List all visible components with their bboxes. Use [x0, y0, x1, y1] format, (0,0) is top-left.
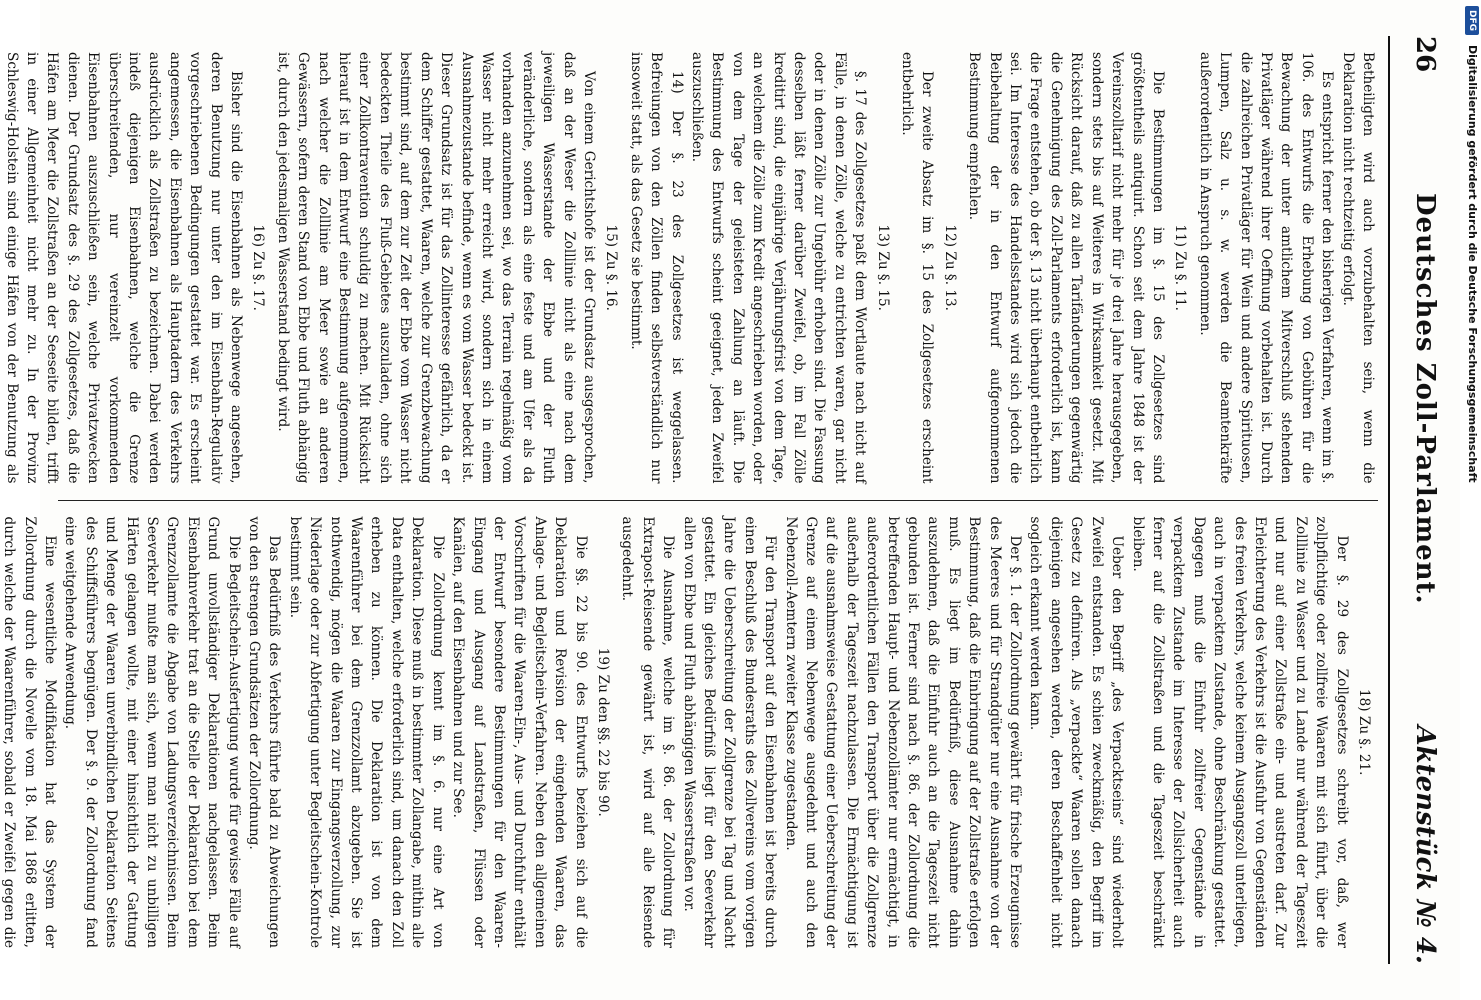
text-columns [1, 36, 1378, 964]
section-heading: 11) Zu §. 11. [1172, 224, 1189, 311]
page-header [1388, 36, 1440, 964]
section-heading: 19) Zu den §§. 22 bis 90. [594, 647, 611, 817]
paragraph: Die Begleitschein-Ausfertigung wurde für gewisse Fälle auf Grund unvollständiger Deklarationen nachgelassen. Beim Eisenbahnverkehr trat an die Stelle der Deklaration bei dem Grenzzollamte die Abgabe von Ladungsverzeichnissen. Beim Seeverkehr mußte man sich, wenn man nicht zu unbilligen Härten gelangen wollte, mit einer hinsichtlich der Gattung und Menge der Waaren unverbindlichen Deklaration Seitens des Schiffsführers begnügen. Der §. 9. der Zollordnung fand eine weitgehende Anwendung. [62, 516, 242, 948]
credit-text: Digitalisierung gefördert durch die Deutsche Forschungsgemeinschaft [1466, 45, 1479, 483]
paragraph: Der zweite Absatz im §. 15 des Zollgesetzes erscheint entbehrlich. [899, 52, 936, 484]
section-heading: 15) Zu §. 16. [603, 224, 620, 311]
paragraph: Bisher sind die Eisenbahnen als Nebenwege angesehen, deren Benutzung nur unter den im Eisenbahn-Regulativ vorgeschriebenen Bedingungen gestattet war. Es erscheint angemessen, die Eisenbahnen als Hauptadern des Verkehrs ausdrücklich als Zollstraßen zu bezeichnen. Dabei werden indeß diejenigen Eisenbahnen, welche die Grenze überschreitenden, nur vereinzelt vorkommenden Eisenbahnen auszuschließen sein, welche Privatzwecken dienen. Der Grundsatz des §. 29 des Zollgesetzes, daß die Häfen am Meer die Zollstraßen an der Seeseite bilden, trifft in einer Allgemeinheit nicht mehr zu. In der Provinz Schleswig-Holstein sind einige Häfen von der Benutzung als [3, 52, 245, 484]
paragraph: Es entspricht ferner den bisherigen Verfahren, wenn im §. 106. des Entwurfs die Erhebung von Gebühren für die Bewachung der unter amtlichem Mitverschluß stehenden Privatläger während ihrer Oeffnung vorbehalten ist. Durch die zahlreichen Privatläger für Wein und andere Spirituosen, Lumpen, Salz u. s. w. werden die Beamtenkräfte außerordentlich in Anspruch genommen. [1196, 52, 1336, 484]
left-column [3, 36, 1378, 500]
paragraph: Die Ausnahme, welche im §. 86. der Zollordnung für Extrapost-Reisende gewährt ist, wird auf alle Reisende ausgedehnt. [619, 516, 677, 948]
paragraph: Der §. 29 des Zollgesetzes schreibt vor, daß, wer zollpflichtige oder zollfreie Waaren mit sich führt, über die Zolllinie zu Wasser und zu Lande nur während der Tageszeit und nur auf einer Zollstraße ein- und austreten darf. Zur Erleichterung des Verkehrs ist die Ausfuhr von Gegenständen des freien Verkehrs, welche keinem Ausgangszoll unterliegen, auch in verpacktem Zustande, ohne Beschränkung gestattet. Dagegen muß die Einfuhr zollfreier Gegenstände in verpacktem Zustande im Interesse der Zollsicherheit auch ferner auf die Zollstraßen und die Tageszeit beschränkt bleiben. [1129, 516, 1350, 948]
paragraph: Eine wesentliche Modifikation hat das System der Zollordnung durch die Novelle vom 18. Mai 1868 erlitten, durch welche der Waarenführer, sobald er Zweifel gegen die [1, 516, 58, 948]
dfg-logo: DFG [1465, 6, 1479, 35]
section-heading: 18) Zu §. 21. [1356, 688, 1372, 776]
section-heading: 13) Zu §. 15. [874, 224, 891, 311]
paragraph: Die Zollordnung kennt im §. 6. nur eine Art von Deklaration. Diese muß in bestimmter Zollangabe, mithin alle Data enthalten, welche erforderlich sind, um danach den Zoll erheben zu können. Die Deklaration ist von dem Waarenführer bei dem Grenzzollamt abzugeben. Sie ist nothwendig, mögen die Waaren zur Eingangsverzollung, zur Niederlage oder zur Abfertigung unter Begleitschein-Kontrole bestimmt sein. [286, 516, 446, 948]
paragraph: Der §. 1. der Zollordnung gewährt für frische Erzeugnisse des Meeres und für Strandgüter nur eine Ausnahme von der Bestimmung, daß die Einbringung auf der Zollstraße erfolgen muß. Es liegt im Bedürfniß, diese Ausnahme dahin auszudehnen, daß die Einfuhr auch an die Tageszeit nicht gebunden ist. Ferner sind nach §. 86. der Zollordnung die betreffenden Haupt- und Nebenzollämter nur ermächtigt, in außerordentlichen Fällen den Transport über die Zollgrenze außerhalb der Tageszeit nachzulassen. Die Ermächtigung ist auf die ausnahmsweise Gestattung einer Ueberschreitung der Grenze auf einem Nebenwege ausgedehnt und auch den Nebenzoll-Aemtern zweiter Klasse zugestanden. [782, 516, 1024, 948]
paragraph: Von einem Gerichtshofe ist der Grundsatz ausgesprochen, daß an der Weser die Zolllinie nicht als eine nach dem jeweiligen Wasserstande der Ebbe und der Fluth veränderliche, sondern als eine feste und am Ufer als da vorhanden anzunehmen sei, wo das Terrain regelmäßig vom Wasser nicht mehr erreicht wird, sondern sich in einem Ausnahmezustande befinde, wenn es vom Wasser bedeckt ist. Dieser Grundsatz ist für das Zollinteresse gefährlich, da er dem Schiffer gestattet, Waaren, welche zur Grenzbewachung bestimmt sind, auf dem zur Zeit der Ebbe vom Wasser nicht bedeckten Theile des Fluß-Gebietes auszuladen, ohne sich einer Zollkontravention schuldig zu machen. Mit Rücksicht hierauf ist in dem Entwurf eine Bestimmung aufgenommen, nach welcher die Zolllinie am Meer sowie an anderen Gewässern, sofern deren Stand von Ebbe und Fluth abhängig ist, durch den jedesmaligen Wasserstand bedingt wird. [274, 52, 597, 484]
paragraph: Die Bestimmungen im §. 15 des Zollgesetzes sind größtentheils antiquirt. Schon seit dem Jahre 1848 ist der Vereinszolltarif nicht mehr für je drei Jahre herausgegeben, sondern stets bis auf Weiteres in Wirksamkeit gesetzt. Mit Rücksicht darauf, daß zu allen Tarifänderungen gegenwärtig die Genehmigung des Zoll-Parlaments erforderlich ist, kann die Frage entstehen, ob der §. 13 nicht überhaupt entbehrlich sei. Im Interesse des Handelsstandes wird sich jedoch die Beibehaltung der in den Entwurf aufgenommenen Bestimmung empfehlen. [966, 52, 1166, 484]
paragraph: Betheiligten wird auch vorzubehalten sein, wenn die Deklaration nicht rechtzeitig erfolgt. [1339, 52, 1376, 484]
page-number: 26 [1410, 36, 1440, 73]
issue-label: Aktenstück № 4. [1410, 725, 1440, 964]
section-heading: 12) Zu §. 13. [941, 224, 958, 311]
right-column [1, 500, 1378, 965]
paragraph: Für den Transport auf den Eisenbahnen ist bereits durch einen Beschluß des Bundesraths des Zollvereins vom vorigen Jahre die Ueberschreitung der Zollgrenze bei Tag und Nacht gestattet. Ein gleiches Bedürfniß liegt für den Seeverkehr allen von Ebbe und Fluth abhängigen Wasserstraßen vor. [680, 516, 779, 948]
paragraph: §. 17 des Zollgesetzes paßt dem Wortlaute nach nicht auf Fälle, in denen Zölle, welche zu entrichten waren, gar nicht oder in denen Zölle zur Ungebühr erhoben sind. Die Fassung desselben läßt ferner darüber Zweifel, ob, im Fall Zölle kreditirt sind, die einjährige Verjährungsfrist von dem Tage, an welchem die Zölle zum Kredit angeschrieben worden, oder von dem Tage der geleisteten Zahlung an läuft. Die Bestimmung des Entwurfs scheint geeignet, jeden Zweifel auszuschließen. [689, 52, 869, 484]
section-heading: 16) Zu §. 17. [250, 224, 267, 311]
running-title: Deutsches Zoll-Parlament. [1410, 193, 1440, 605]
paragraph: Das Bedürfniß des Verkehrs führte bald zu Abweichungen von den strengen Grundsätzen der Zollordnung. [246, 516, 283, 948]
paragraph: 14) Der §. 23 des Zollgesetzes ist weggelassen. Befreiungen von den Zöllen finden selbstverständlich nur insoweit statt, als das Gesetz sie bestimmt. [627, 52, 685, 484]
rotated-document-page [1, 0, 1460, 1000]
paragraph: Die §§. 22 bis 90. des Entwurfs beziehen sich auf die Deklaration und Revision der eingehenden Waaren, das Anlage- und Begleitschein-Verfahren. Neben den allgemeinen Vorschriften für die Waaren-Ein-, Aus- und Durchfuhr enthält der Entwurf besondere Bestimmungen für den Waaren-Eingang und Ausgang auf Landstraßen, Flüssen oder Kanälen, auf den Eisenbahnen und zur See. [450, 516, 589, 948]
credit-strip [1463, 0, 1481, 1000]
paragraph: Ueber den Begriff „des Verpacktseins“ sind wiederholt Zweifel entstanden. Es schien zweckmäßig, den Begriff im Gesetz zu definiren. Als „verpackte“ Waaren sollen danach diejenigen angesehen werden, deren Beschaffenheit nicht sogleich erkannt werden kann. [1027, 516, 1126, 948]
credit-text-row [1463, 6, 1481, 996]
